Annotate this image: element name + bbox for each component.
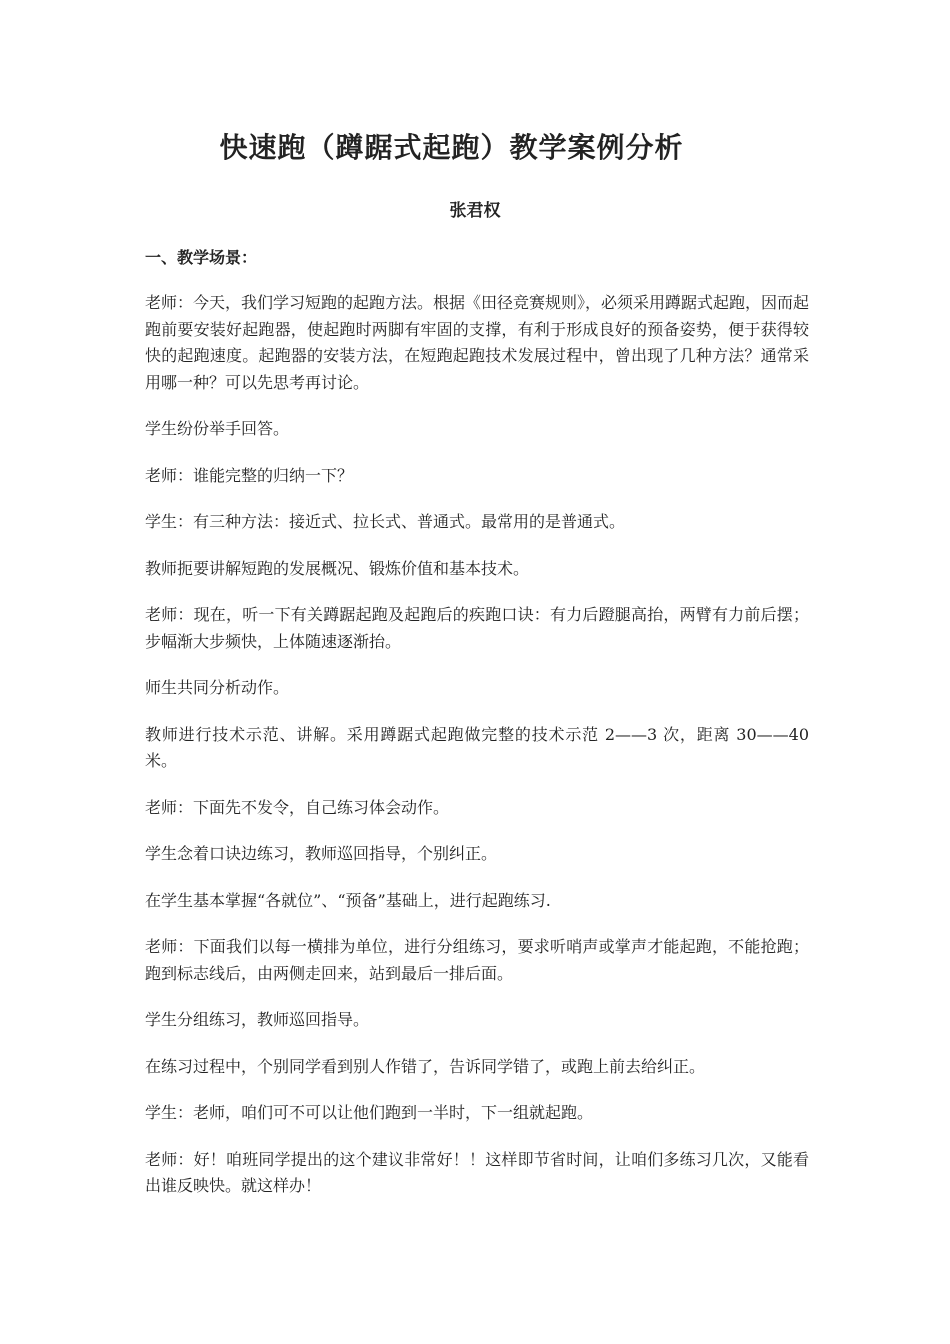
- paragraph-3: 老师：谁能完整的归纳一下？: [145, 465, 354, 485]
- paragraph-8: 教师进行技术示范、讲解。采用蹲踞式起跑做完整的技术示范 2——3 次，距离 30——40 米。: [145, 724, 809, 770]
- paragraph-9: 老师：下面先不发令，自己练习体会动作。: [145, 797, 450, 817]
- paragraph-16: 老师：好！咱班同学提出的这个建议非常好！！这样即节省时间，让咱们多练习几次，又能看出谁反映快。就这样办！: [145, 1149, 809, 1195]
- document-body: [145, 290, 809, 1220]
- paragraph-5: 教师扼要讲解短跑的发展概况、锻炼价值和基本技术。: [145, 558, 530, 578]
- section-heading: 一、教学场景：: [145, 248, 258, 267]
- paragraph-11: 在学生基本掌握“各就位”、“预备”基础上，进行起跑练习.: [145, 890, 551, 910]
- paragraph-10: 学生念着口诀边练习，教师巡回指导，个别纠正。: [145, 844, 498, 863]
- paragraph-6: 老师：现在，听一下有关蹲踞起跑及起跑后的疾跑口诀：有力后蹬腿高抬，两臂有力前后摆；步幅渐大步频快，上体随速逐渐抬。: [145, 605, 809, 651]
- paragraph-14: 在练习过程中，个别同学看到别人作错了，告诉同学错了，或跑上前去给纠正。: [145, 1056, 706, 1076]
- paragraph-13: 学生分组练习，教师巡回指导。: [145, 1010, 370, 1029]
- document-title: 快速跑（蹲踞式起跑）教学案例分析: [219, 131, 684, 164]
- paragraph-4: 学生：有三种方法：接近式、拉长式、普通式。最常用的是普通式。: [145, 512, 626, 531]
- author-name: 张君权: [449, 201, 501, 221]
- paragraph-12: 老师：下面我们以每一横排为单位，进行分组练习，要求听哨声或掌声才能起跑，不能抢跑；跑到标志线后，由两侧走回来，站到最后一排后面。: [145, 937, 809, 983]
- paragraph-1: 老师：今天，我们学习短跑的起跑方法。根据《田径竞赛规则》，必须采用蹲踞式起跑，因而起跑前要安装好起跑器，使起跑时两脚有牢固的支撑，有利于形成良好的预备姿势，便于获得较快的起跑速度。起跑器的安装方法，在短跑起跑技术发展过程中，曾出现了几种方法？通常采用哪一种？可以先思考再讨论。: [145, 293, 810, 392]
- paragraph-2: 学生纷份举手回答。: [145, 419, 290, 438]
- paragraph-7: 师生共同分析动作。: [145, 678, 290, 697]
- paragraph-15: 学生：老师，咱们可不可以让他们跑到一半时，下一组就起跑。: [145, 1103, 594, 1122]
